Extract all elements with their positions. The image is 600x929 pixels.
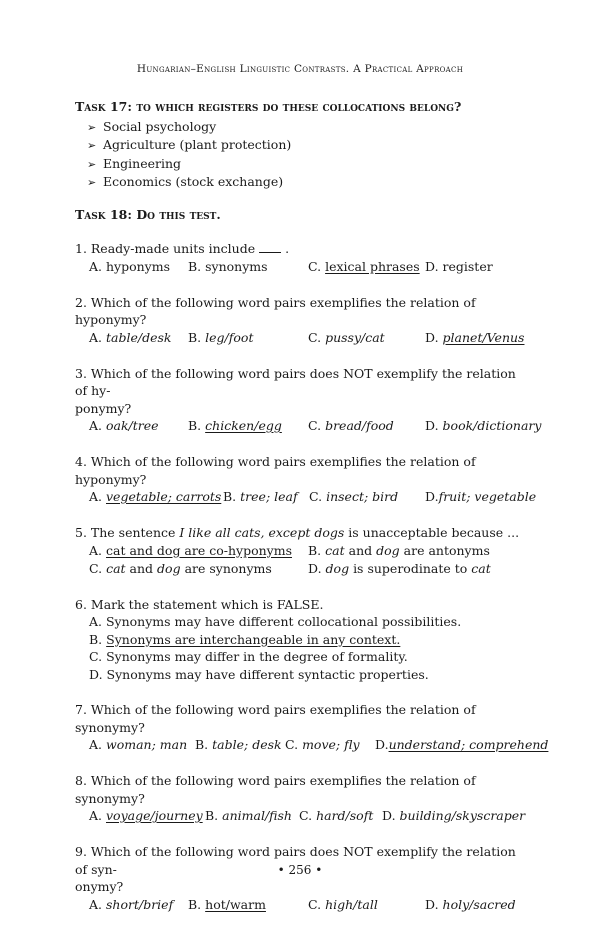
list-item: ➢ Agriculture (plant protection) bbox=[87, 136, 530, 155]
option-c: C. hard/soft bbox=[299, 808, 374, 823]
question-8: 8. Which of the following word pairs exemplifies the relation of synonymy? bbox=[75, 773, 476, 806]
option-a: A. cat and dog are co-hyponyms bbox=[89, 542, 292, 558]
arrow-bullet-icon: ➢ bbox=[87, 157, 97, 171]
option-c: C. lexical phrases bbox=[308, 258, 420, 274]
option-b: B. synonyms bbox=[188, 258, 268, 274]
list-item: ➢ Social psychology bbox=[87, 118, 530, 137]
question-1: 1. Ready-made units include . bbox=[75, 241, 290, 256]
question-5-options-row2 bbox=[89, 560, 530, 578]
option-d: D. building/skyscraper bbox=[382, 808, 526, 823]
option-b: B. tree; leaf bbox=[223, 489, 298, 504]
question-7: 7. Which of the following word pairs exemplifies the relation of synonymy? bbox=[75, 702, 476, 735]
option-c: C. high/tall bbox=[308, 896, 378, 912]
question-4-options bbox=[89, 488, 537, 506]
option-a: A. hyponyms bbox=[89, 258, 170, 274]
question-1-options bbox=[89, 258, 530, 276]
option-b: B. Synonyms are interchangeable in any context. bbox=[89, 631, 401, 647]
option-c: C. Synonyms may differ in the degree of formality. bbox=[89, 649, 408, 664]
question-2-options bbox=[89, 329, 530, 347]
question-9: 9. Which of the following word pairs does NOT exemplify the relation of syn- onymy? bbox=[75, 844, 516, 894]
question-2: 2. Which of the following word pairs exemplifies the relation of hyponymy? bbox=[75, 294, 476, 327]
option-b: B. leg/foot bbox=[188, 329, 254, 345]
option-a: A. oak/tree bbox=[89, 418, 159, 433]
option-d: D. book/dictionary bbox=[425, 418, 542, 433]
option-a: A. short/brief bbox=[89, 896, 174, 912]
list-item: ➢ Economics (stock exchange) bbox=[87, 173, 530, 192]
arrow-bullet-icon: ➢ bbox=[87, 120, 97, 134]
task17-title: Task 17: to which registers do these collocations belong? bbox=[75, 99, 462, 114]
option-c: C. cat and dog are synonyms bbox=[89, 560, 272, 576]
option-d: D.fruit; vegetable bbox=[425, 489, 537, 504]
page-number: • 256 • bbox=[277, 863, 323, 877]
arrow-bullet-icon: ➢ bbox=[87, 139, 97, 152]
question-9-options bbox=[89, 896, 530, 914]
option-c: C. pussy/cat bbox=[308, 329, 385, 345]
option-a: A. table/desk bbox=[89, 329, 172, 345]
option-d: D. dog is superodinate to cat bbox=[308, 560, 491, 576]
option-b: B. hot/warm bbox=[188, 896, 266, 912]
question-5-options-row1 bbox=[89, 542, 530, 560]
option-b: B. table; desk bbox=[195, 737, 282, 752]
question-3-options bbox=[89, 417, 542, 435]
register-list bbox=[87, 118, 530, 192]
option-d: D. register bbox=[425, 258, 493, 274]
option-c: C. bread/food bbox=[308, 418, 394, 433]
running-header: Hungarian–English Linguistic Contrasts. A Practical Approach bbox=[136, 63, 464, 75]
option-c: C. insect; bird bbox=[309, 489, 399, 504]
option-d: D. Synonyms may have different syntactic properties. bbox=[89, 666, 429, 682]
task18-title: Task 18: Do this test. bbox=[75, 206, 221, 222]
question-7-options bbox=[89, 736, 549, 754]
option-d: D.understand; comprehend bbox=[375, 737, 549, 752]
page-content bbox=[75, 98, 549, 914]
question-4: 4. Which of the following word pairs exemplifies the relation of hyponymy? bbox=[75, 454, 476, 487]
question-5: 5. The sentence I like all cats, except dogs is unacceptable because ... bbox=[75, 525, 520, 540]
option-d: D. planet/Venus bbox=[425, 329, 525, 345]
question-8-options bbox=[89, 807, 530, 825]
option-b: B. cat and dog are antonyms bbox=[308, 542, 490, 558]
option-a: A. Synonyms may have different collocational possibilities. bbox=[89, 614, 462, 629]
option-c: C. move; fly bbox=[285, 737, 360, 752]
option-a: A. voyage/journey bbox=[89, 808, 203, 823]
answer-blank bbox=[259, 242, 281, 253]
arrow-bullet-icon: ➢ bbox=[87, 176, 97, 189]
question-6: 6. Mark the statement which is FALSE. bbox=[75, 596, 324, 612]
option-d: D. holy/sacred bbox=[425, 896, 516, 912]
list-item: ➢ Engineering bbox=[87, 155, 530, 174]
option-a: A. vegetable; carrots bbox=[89, 489, 222, 504]
option-b: B. chicken/egg bbox=[188, 418, 282, 433]
option-a: A. woman; man bbox=[89, 737, 188, 752]
option-b: B. animal/fish bbox=[205, 808, 292, 823]
question-3: 3. Which of the following word pairs does NOT exemplify the relation of hy- ponymy? bbox=[75, 365, 516, 416]
